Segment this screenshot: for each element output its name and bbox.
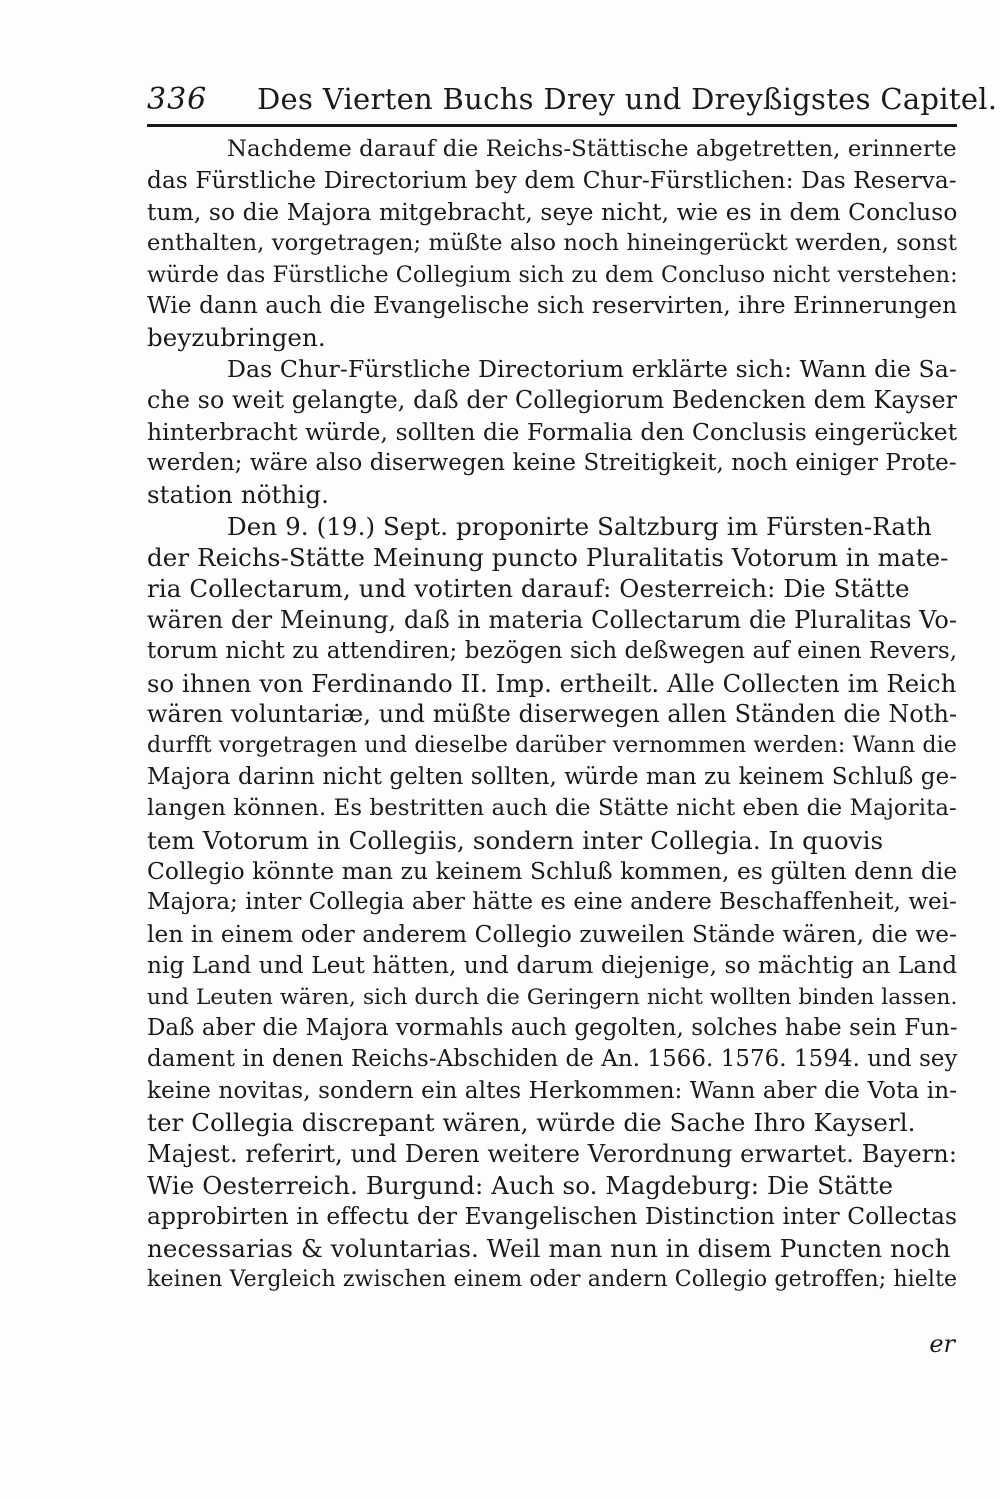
running-head: Des Vierten Buchs Drey und Dreyßigstes Capitel. [257,82,998,116]
text-line: dament in denen Reichs-Abschiden de An. 1566. 1576. 1594. und sey [147,1046,958,1073]
text-line: enthalten, vorgetragen; müßte also noch hineingerückt werden, sonst [147,230,958,257]
page-number: 336 [147,82,208,117]
text-line: station nöthig. [147,480,329,510]
text-line: Wie dann auch die Evangelische sich reservirten, ihre Erinnerungen [147,292,958,319]
text-line: ria Collectarum, und votirten darauf: Oesterreich: Die Stätte [147,574,910,604]
text-line: necessarias & voluntarias. Weil man nun in disem Puncten noch [147,1233,951,1263]
text-line: das Fürstliche Directorium bey dem Chur-Fürstlichen: Das Reserva- [147,167,957,195]
text-line: approbirten in effectu der Evangelischen Distinction inter Collectas [147,1203,958,1231]
text-line: Wie Oesterreich. Burgund: Auch so. Magdeburg: Die Stätte [147,1170,894,1200]
text-line: tum, so die Majora mitgebracht, seye nicht, wie es in dem Concluso [147,197,958,226]
text-line: Den 9. (19.) Sept. proponirte Saltzburg im Fürsten-Rath [227,511,932,541]
text-line: wären der Meinung, daß in materia Collectarum die Pluralitas Vo- [147,605,958,634]
text-line: Collegio könnte man zu keinem Schluß kommen, es gülten denn die [147,857,958,885]
text-line: langen können. Es bestritten auch die Stätte nicht eben die Majorita- [147,795,957,822]
text-line: keine novitas, sondern ein altes Herkommen: Wann aber die Vota in- [147,1077,958,1104]
header-rule [147,124,957,127]
text-line: Daß aber die Majora vormahls auch gegolten, solches habe sein Fun- [147,1014,958,1041]
text-line: ter Collegia discrepant wären, würde die Sache Ihro Kayserl. [147,1108,916,1138]
text-line: Nachdeme darauf die Reichs-Stättische abgetretten, erinnerte [227,136,957,162]
text-line: torum nicht zu attendiren; bezögen sich deßwegen auf einen Revers, [147,638,958,665]
text-line: che so weit gelangte, daß der Collegiorum Bedencken dem Kayser [147,386,958,415]
text-line: durfft vorgetragen und dieselbe darüber vernommen werden: Wann die [147,733,957,759]
text-line: hinterbracht würde, sollten die Formalia den Conclusis eingerücket [147,417,958,446]
catchword: er [929,1330,955,1358]
text-line: tem Votorum in Collegiis, sondern inter Collegia. In quovis [147,825,884,855]
page-header [147,78,998,122]
text-line: und Leuten wären, sich durch die Geringern nicht wollten binden lassen. [147,984,958,1010]
text-line: so ihnen von Ferdinando II. Imp. ertheilt. Alle Collecten im Reich [147,668,957,698]
text-line: keinen Vergleich zwischen einem oder andern Collegio getroffen; hielte [147,1267,958,1293]
text-line: Das Chur-Fürstliche Directorium erklärte sich: Wann die Sa- [227,354,957,383]
text-line: würde das Fürstliche Collegium sich zu dem Concluso nicht verstehen: [147,261,958,288]
text-line: der Reichs-Stätte Meinung puncto Pluralitatis Votorum in mate- [147,543,949,573]
text-line: len in einem oder anderem Collegio zuweilen Stände wären, die we- [147,920,958,948]
text-line: Majora darinn nicht gelten sollten, würde man zu keinem Schluß ge- [147,763,958,790]
body-text [147,134,957,1295]
text-line: wären voluntariæ, und müßte diserwegen allen Ständen die Noth- [147,700,958,729]
text-line: nig Land und Leut hätten, und darum diejenige, so mächtig an Land [147,952,958,980]
text-line: werden; wäre also diserwegen keine Streitigkeit, noch einiger Prote- [147,449,957,476]
text-line: Majora; inter Collegia aber hätte es eine andere Beschaffenheit, wei- [147,889,957,916]
text-line: beyzubringen. [147,323,326,353]
text-line: Majest. referirt, und Deren weitere Verordnung erwartet. Bayern: [147,1139,957,1168]
